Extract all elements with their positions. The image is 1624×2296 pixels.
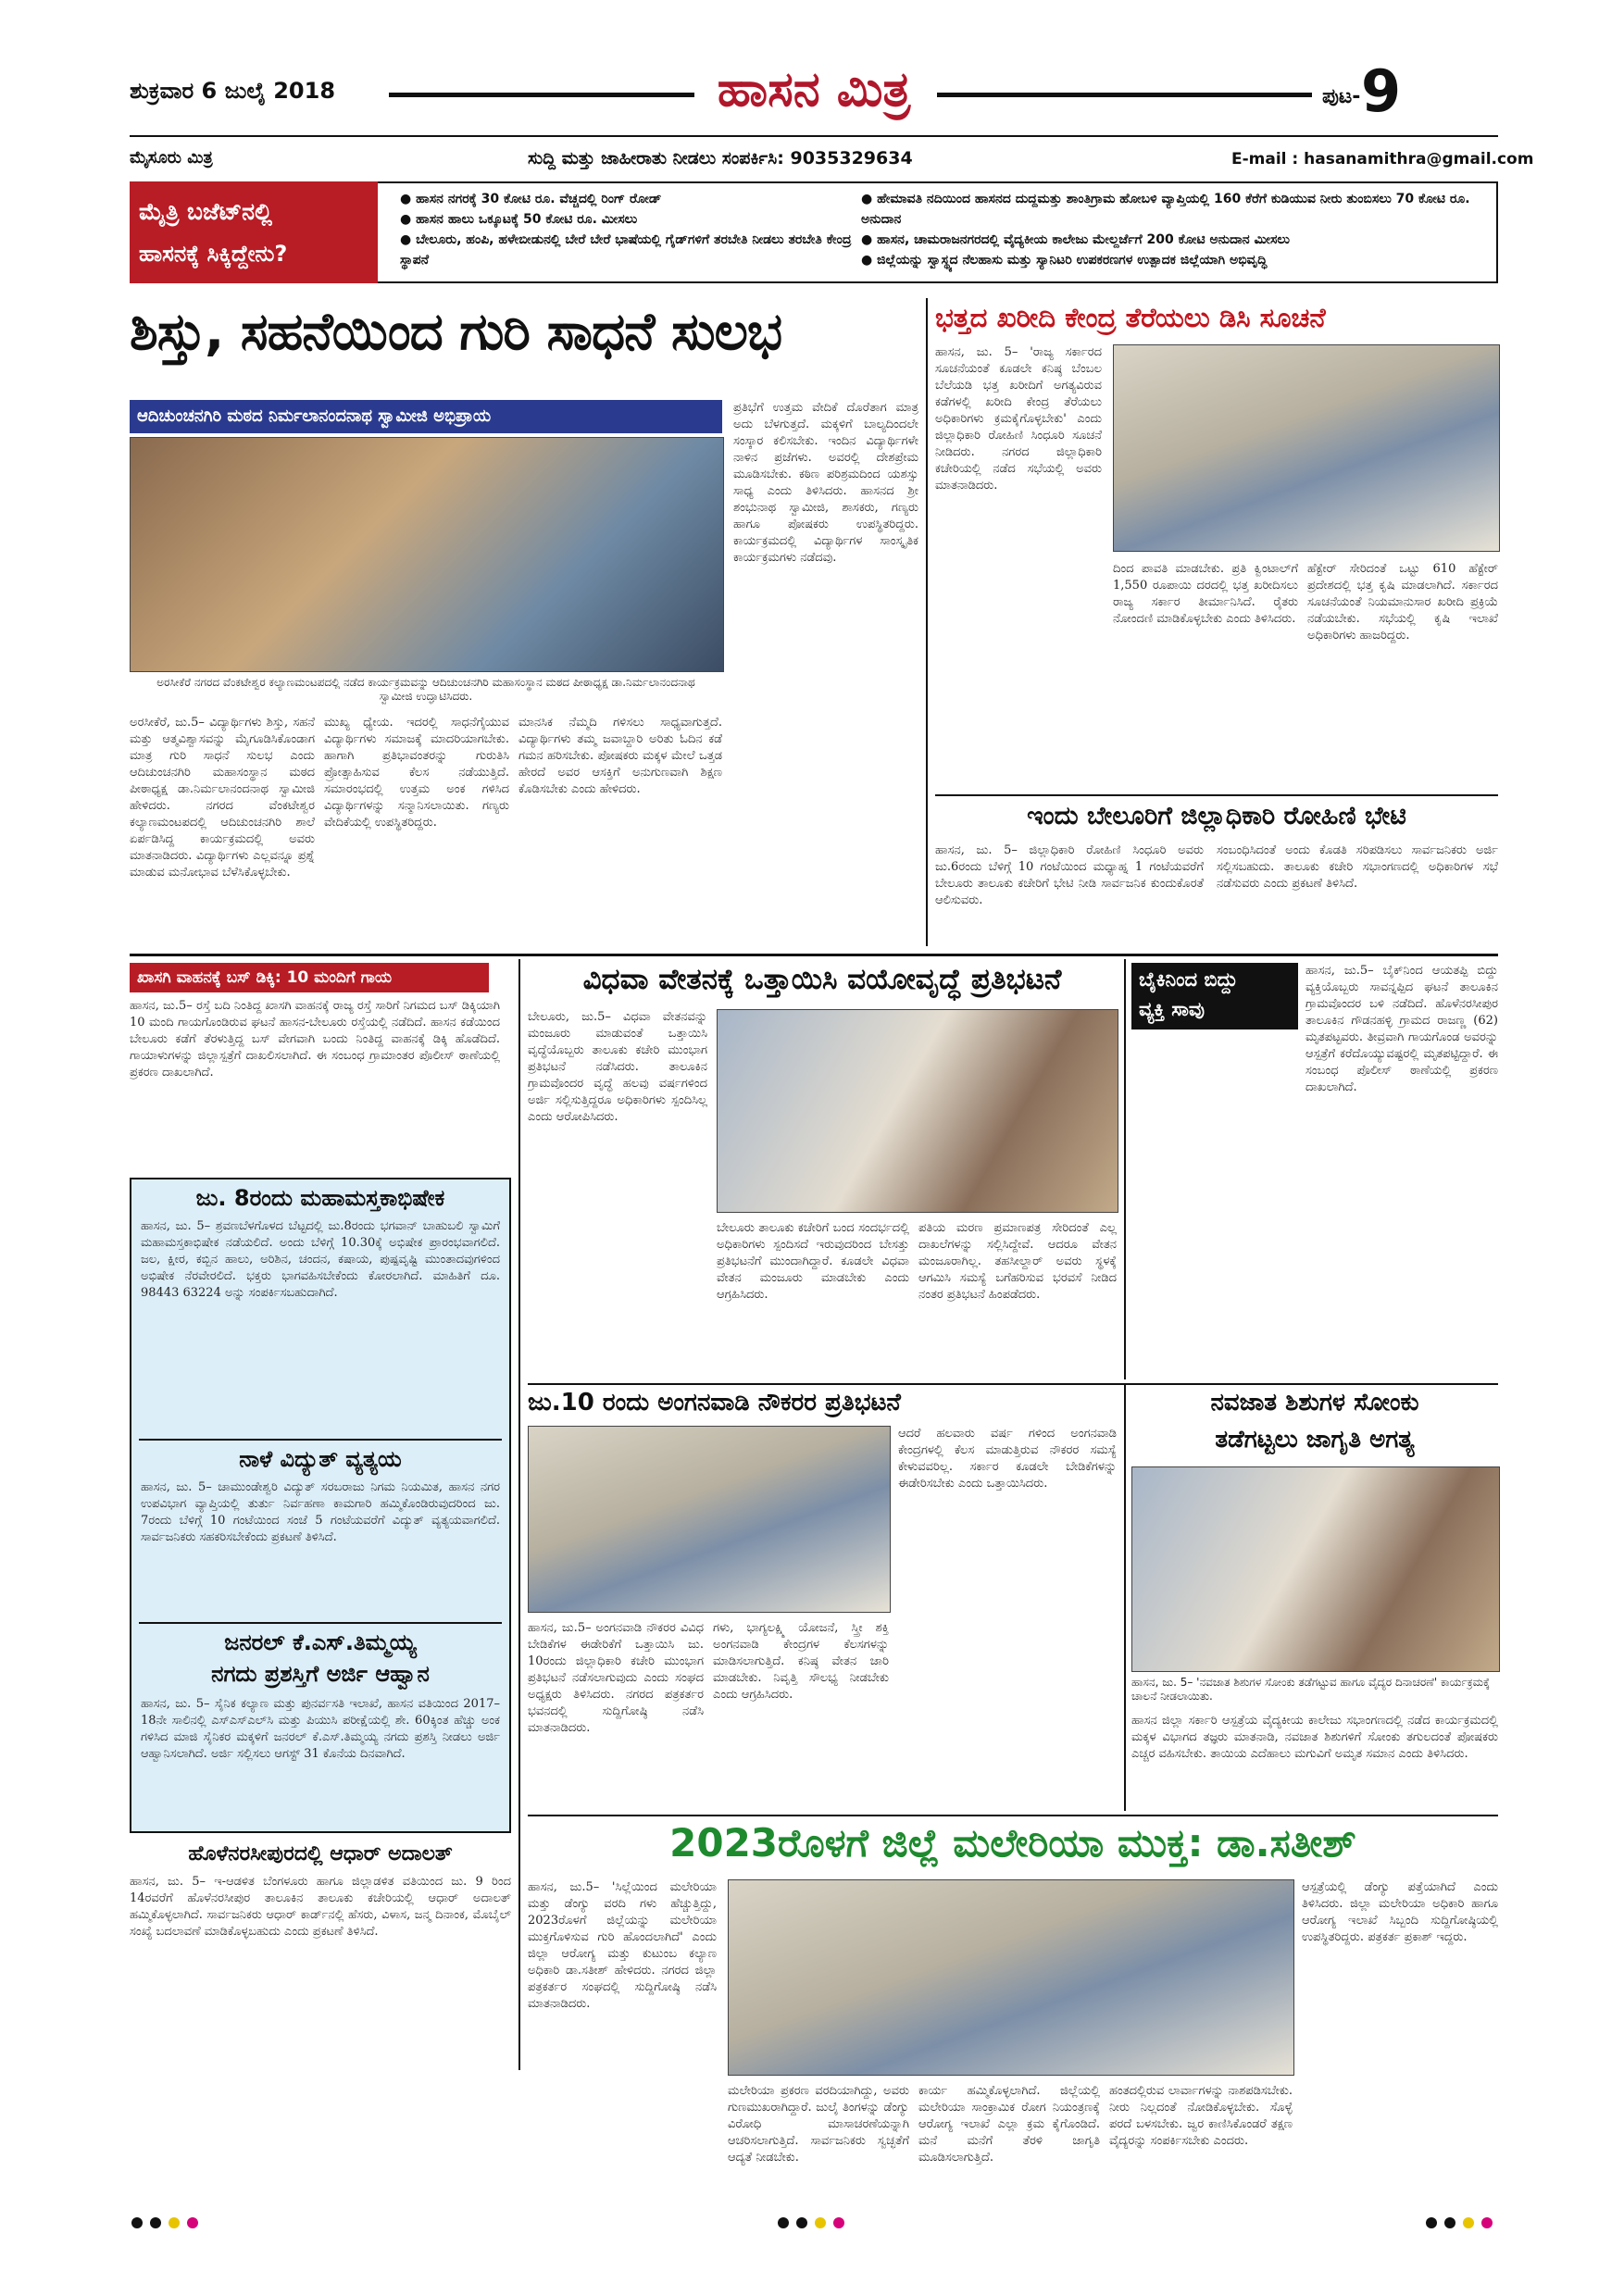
email-line: E-mail : hasanamithra@gmail.com — [1231, 150, 1534, 168]
malaria-col-4: ಹಂತದಲ್ಲಿರುವ ಲಾರ್ವಾಗಳನ್ನು ನಾಶಪಡಿಸಬೇಕು. ನೀರು ನಿಲ್ಲದಂತೆ ನೋಡಿಕೊಳ್ಳಬೇಕು. ಸೊಳ್ಳೆ ಪರದೆ ಬಳಸಬೇಕು. ಜ್ವರ ಕಾಣಿಸಿಕೊಂಡರೆ ತಕ್ಷಣ ವೈದ್ಯರನ್ನು ಸಂಪರ್ಕಿಸಬೇಕು ಎಂದರು. — [1109, 2084, 1293, 2148]
aadhaar-body: ಹಾಸನ, ಜು. 5– ಇ-ಆಡಳಿತ ಬೆಂಗಳೂರು ಹಾಗೂ ಜಿಲ್ಲಾಡಳಿತ ವತಿಯಿಂದ ಜು. 9 ರಿಂದ 14ರವರೆಗೆ ಹೊಳೆನರಸೀಪುರ ತಾಲೂಕಿನ ತಾಲೂಕು ಕಚೇರಿಯಲ್ಲಿ ಆಧಾರ್ ಅದಾಲತ್ ಹಮ್ಮಿಕೊಳ್ಳಲಾಗಿದೆ. ಸಾರ್ವಜನಿಕರು ಆಧಾರ್ ಕಾರ್ಡ್‌ನಲ್ಲಿ ಹೆಸರು, ವಿಳಾಸ, ಜನ್ಮ ದಿನಾಂಕ, ಮೊಬೈಲ್ ಸಂಖ್ಯೆ ಬದಲಾವಣೆ ಮಾಡಿಕೊಳ್ಳಬಹುದು ಎಂದು ಪ್ರಕಟಣೆ ತಿಳಿಸಿದೆ. — [130, 1875, 511, 1939]
main-subhead: ಆದಿಚುಂಚನಗಿರಿ ಮಠದ ನಿರ್ಮಲಾನಂದನಾಥ ಸ್ವಾಮೀಜಿ ಅಭಿಪ್ರಾಯ — [130, 400, 722, 433]
budget-title-line2: ಹಾಸನಕ್ಕೆ ಸಿಕ್ಕಿದ್ದೇನು? — [139, 241, 288, 267]
contact-line: ಸುದ್ದಿ ಮತ್ತು ಜಾಹೀರಾತು ನೀಡಲು ಸಂಪರ್ಕಿಸಿ: 9035329634 — [528, 148, 913, 168]
header-rule-right — [937, 93, 1312, 97]
budget-right-list — [861, 189, 1491, 270]
malaria-col-1: ಹಾಸನ, ಜು.5– 'ಸಿಲ್ಲೆಯಿಂದ ಮಲೇರಿಯಾ ಮತ್ತು ಡೆಂಗ್ಯು ವರದಿ ಗಳು ಹೆಚ್ಚುತ್ತಿದ್ದು, 2023ರೊಳಗೆ ಜಿಲ್ಲೆಯನ್ನು ಮಲೇರಿಯಾ ಮುಕ್ತಗೊಳಿಸುವ ಗುರಿ ಹೊಂದಲಾಗಿದೆ' ಎಂದು ಜಿಲ್ಲಾ ಆರೋಗ್ಯ ಮತ್ತು ಕುಟುಂಬ ಕಲ್ಯಾಣ ಅಧಿಕಾರಿ ಡಾ.ಸತೀಶ್ ಹೇಳಿದರು. ನಗರದ ಜಿಲ್ಲಾ ಪತ್ರಕರ್ತರ ಸಂಘದಲ್ಲಿ ಸುದ್ದಿಗೋಷ್ಠಿ ನಡೆಸಿ ಮಾತನಾಡಿದರು. — [528, 1880, 717, 2011]
malaria-headline: 2023ರೊಳಗೆ ಜಿಲ್ಲೆ ಮಲೇರಿಯಾ ಮುಕ್ತ: ಡಾ.ಸತೀಶ್ — [669, 1820, 1356, 1866]
bike-headline-2: ವ್ಯಕ್ತಿ ಸಾವು — [1139, 998, 1205, 1020]
bike-headline-1: ಬೈಕಿನಿಂದ ಬಿದ್ದು — [1139, 968, 1238, 991]
header-rule-left — [389, 93, 694, 97]
malaria-col-3: ಕಾರ್ಯ ಹಮ್ಮಿಕೊಳ್ಳಲಾಗಿದೆ. ಜಿಲ್ಲೆಯಲ್ಲಿ ಮಲೇರಿಯಾ ಸಾಂಕ್ರಾಮಿಕ ರೋಗ ನಿಯಂತ್ರಣಕ್ಕೆ ಆರೋಗ್ಯ ಇಲಾಖೆ ಎಲ್ಲಾ ಕ್ರಮ ಕೈಗೊಂಡಿದೆ. ಮನೆ ಮನೆಗೆ ತೆರಳಿ ಜಾಗೃತಿ ಮೂಡಿಸಲಾಗುತ್ತಿದೆ. — [918, 2084, 1100, 2165]
infant-headline-2: ತಡೆಗಟ್ಟಲು ಜಾಗೃತಿ ಅಗತ್ಯ — [1215, 1426, 1415, 1454]
edition-name: ಮೈಸೂರು ಮಿತ್ರ — [130, 148, 213, 168]
page-number: 9 — [1361, 57, 1402, 125]
thimmaiah-headline-2: ನಗದು ಪ್ರಶಸ್ತಿಗೆ ಅರ್ಜಿ ಆಹ್ವಾನ — [211, 1661, 430, 1687]
main-col-1: ಅರಸೀಕೆರೆ, ಜು.5– ವಿದ್ಯಾರ್ಥಿಗಳು ಶಿಸ್ತು, ಸಹನೆ ಮತ್ತು ಆತ್ಮವಿಶ್ವಾಸವನ್ನು ಮೈಗೂಡಿಸಿಕೊಂಡಾಗ ಮಾತ್ರ ಗುರಿ ಸಾಧನೆ ಸುಲಭ ಎಂದು ಆದಿಚುಂಚನಗಿರಿ ಮಹಾಸಂಸ್ಥಾನ ಮಠದ ಪೀಠಾಧ್ಯಕ್ಷ ಡಾ.ನಿರ್ಮಲಾನಂದನಾಥ ಸ್ವಾಮೀಜಿ ಹೇಳಿದರು. ನಗರದ ವೆಂಕಟೇಶ್ವರ ಕಲ್ಯಾಣಮಂಟಪದಲ್ಲಿ ಆದಿಚುಂಚನಗಿರಿ ಶಾಲೆ ಏರ್ಪಡಿಸಿದ್ದ ಕಾರ್ಯಕ್ರಮದಲ್ಲಿ ಅವರು ಮಾತನಾಡಿದರು. ವಿದ್ಯಾರ್ಥಿಗಳು ಎಲ್ಲವನ್ನೂ ಪ್ರಶ್ನೆ ಮಾಡುವ ಮನೋಭಾವ ಬೆಳೆಸಿಕೊಳ್ಳಬೇಕು. — [130, 716, 315, 880]
section-rule-2 — [528, 1383, 1498, 1385]
thimmaiah-headline-1: ಜನರಲ್ ಕೆ.ಎಸ್.ತಿಮ್ಮಯ್ಯ — [224, 1629, 417, 1655]
power-body: ಹಾಸನ, ಜು. 5– ಚಾಮುಂಡೇಶ್ವರಿ ವಿದ್ಯುತ್ ಸರಬರಾಜು ನಿಗಮ ನಿಯಮಿತ, ಹಾಸನ ನಗರ ಉಪವಿಭಾಗ ವ್ಯಾಪ್ತಿಯಲ್ಲಿ ತುರ್ತು ನಿರ್ವಹಣಾ ಕಾಮಗಾರಿ ಹಮ್ಮಿಕೊಂಡಿರುವುದರಿಂದ ಜು. 7ರಂದು ಬೆಳಿಗ್ಗೆ 10 ಗಂಟೆಯಿಂದ ಸಂಜೆ 5 ಗಂಟೆಯವರೆಗೆ ವಿದ್ಯುತ್ ವ್ಯತ್ಯಯವಾಗಲಿದೆ. ಸಾರ್ವಜನಿಕರು ಸಹಕರಿಸಬೇಕೆಂದು ಪ್ರಕಟಣೆ ತಿಳಿಸಿದೆ. — [141, 1480, 500, 1544]
main-col-4: ಪ್ರತಿಭೆಗೆ ಉತ್ತಮ ವೇದಿಕೆ ದೊರೆತಾಗ ಮಾತ್ರ ಅದು ಬೆಳಗುತ್ತದೆ. ಮಕ್ಕಳಿಗೆ ಬಾಲ್ಯದಿಂದಲೇ ಸಂಸ್ಕಾರ ಕಲಿಸಬೇಕು. ಇಂದಿನ ವಿದ್ಯಾರ್ಥಿಗಳೇ ನಾಳಿನ ಪ್ರಜೆಗಳು. ಅವರಲ್ಲಿ ದೇಶಪ್ರೇಮ ಮೂಡಿಸಬೇಕು. ಕಠಿಣ ಪರಿಶ್ರಮದಿಂದ ಯಶಸ್ಸು ಸಾಧ್ಯ ಎಂದು ತಿಳಿಸಿದರು. ಹಾಸನದ ಶ್ರೀ ಶಂಭುನಾಥ ಸ್ವಾಮೀಜಿ, ಶಾಸಕರು, ಗಣ್ಯರು ಹಾಗೂ ಪೋಷಕರು ಉಪಸ್ಥಿತರಿದ್ದರು. ಕಾರ್ಯಕ್ರಮದಲ್ಲಿ ವಿದ್ಯಾರ್ಥಿಗಳ ಸಾಂಸ್ಕೃತಿಕ ಕಾರ್ಯಕ್ರಮಗಳು ನಡೆದವು. — [733, 401, 918, 565]
main-photo-caption: ಅರಸೀಕೆರೆ ನಗರದ ವೆಂಕಟೇಶ್ವರ ಕಲ್ಯಾಣಮಂಟಪದಲ್ಲಿ ನಡೆದ ಕಾರ್ಯಕ್ರಮವನ್ನು ಆದಿಚುಂಚನಗಿರಿ ಮಹಾಸಂಸ್ಥಾನ ಮಠದ ಪೀಠಾಧ್ಯಕ್ಷ ಡಾ.ನಿರ್ಮಲಾನಂದನಾಥ ಸ್ವಾಮೀಜಿ ಉದ್ಘಾಟಿಸಿದರು. — [156, 676, 695, 703]
paddy-photo — [1113, 344, 1500, 552]
main-col-2: ಮುಖ್ಯ ಧ್ಯೇಯ. ಇದರಲ್ಲಿ ಸಾಧನೆಗೈಯುವ ವಿದ್ಯಾರ್ಥಿಗಳು ಸಮಾಜಕ್ಕೆ ಮಾದರಿಯಾಗಬೇಕು. ಹಾಗಾಗಿ ಪ್ರತಿಭಾವಂತರನ್ನು ಗುರುತಿಸಿ ಪ್ರೋತ್ಸಾಹಿಸುವ ಕೆಲಸ ನಡೆಯುತ್ತಿದೆ. ಸಮಾರಂಭದಲ್ಲಿ ಉತ್ತಮ ಅಂಕ ಗಳಿಸಿದ ವಿದ್ಯಾರ್ಥಿಗಳನ್ನು ಸನ್ಮಾನಿಸಲಾಯಿತು. ಗಣ್ಯರು ವೇದಿಕೆಯಲ್ಲಿ ಉಪಸ್ಥಿತರಿದ್ದರು. — [324, 716, 509, 830]
abhisheka-rule — [139, 1439, 502, 1441]
section-rule-1 — [130, 954, 1498, 956]
registration-marks-left — [131, 2215, 206, 2232]
budget-right-item: ● ಹಾಸನ, ಚಾಮರಾಜನಗರದಲ್ಲಿ ವೈದ್ಯಕೀಯ ಕಾಲೇಜು ಮೇಲ್ದರ್ಜೆಗೆ 200 ಕೋಟಿ ಅನುದಾನ ಮೀಸಲು — [861, 232, 1290, 247]
budget-right-item: ● ಹೇಮಾವತಿ ನದಿಯಿಂದ ಹಾಸನದ ದುದ್ದಮತ್ತು ಶಾಂತಿಗ್ರಾಮ ಹೋಬಳಿ ವ್ಯಾಪ್ತಿಯಲ್ಲಿ 160 ಕೆರೆಗೆ ಕುಡಿಯುವ ನೀರು ತುಂಬಿಸಲು 70 ಕೋಟಿ ರೂ. ಅನುದಾನ — [861, 192, 1470, 227]
page-label: ಪುಟ- — [1322, 85, 1361, 108]
power-headline: ನಾಳೆ ವಿದ್ಯುತ್ ವ್ಯತ್ಯಯ — [239, 1446, 402, 1472]
budget-left-item-text: ಹಾಸನ ಹಾಲು ಒಕ್ಕೂಟಕ್ಕೆ 50 ಕೋಟಿ ರೂ. ಮೀಸಲು — [416, 212, 638, 227]
masthead: ಹಾಸನ ಮಿತ್ರ — [717, 61, 911, 118]
main-col-3: ಮಾನಸಿಕ ನೆಮ್ಮದಿ ಗಳಿಸಲು ಸಾಧ್ಯವಾಗುತ್ತದೆ. ವಿದ್ಯಾರ್ಥಿಗಳು ತಮ್ಮ ಜವಾಬ್ದಾರಿ ಅರಿತು ಓದಿನ ಕಡೆ ಗಮನ ಹರಿಸಬೇಕು. ಪೋಷಕರು ಮಕ್ಕಳ ಮೇಲೆ ಒತ್ತಡ ಹೇರದೆ ಅವರ ಆಸಕ್ತಿಗೆ ಅನುಗುಣವಾಗಿ ಶಿಕ್ಷಣ ಕೊಡಿಸಬೇಕು ಎಂದು ಹೇಳಿದರು. — [518, 716, 722, 796]
power-rule — [139, 1622, 502, 1624]
header-thin-rule — [130, 135, 1498, 137]
budget-right-item-text: ಹಾಸನ, ಚಾಮರಾಜನಗರದಲ್ಲಿ ವೈದ್ಯಕೀಯ ಕಾಲೇಜು ಮೇಲ್ದರ್ಜೆಗೆ 200 ಕೋಟಿ ಅನುದಾನ ಮೀಸಲು — [877, 232, 1290, 247]
budget-title-line1: ಮೈತ್ರಿ ಬಜೆಟ್‌ನಲ್ಲಿ — [139, 198, 272, 225]
budget-left-item-text: ಬೇಲೂರು, ಹಂಪಿ, ಹಳೇಬೀಡುನಲ್ಲಿ ಬೇರೆ ಬೇರೆ ಭಾಷೆಯಲ್ಲಿ ಗೈಡ್‌ಗಳಿಗೆ ತರಬೇತಿ ನೀಡಲು ತರಬೇತಿ ಕೇಂದ್ರ ಸ್ಥಾಪನೆ — [400, 232, 852, 268]
registration-marks-right — [1426, 2215, 1500, 2232]
pension-headline: ವಿಧವಾ ವೇತನಕ್ಕೆ ಒತ್ತಾಯಿಸಿ ವಯೋವೃದ್ಧೆ ಪ್ರತಿಭಟನೆ — [582, 963, 1062, 996]
infant-headline-1: ನವಜಾತ ಶಿಶುಗಳ ಸೋಂಕು — [1210, 1389, 1419, 1416]
abhisheka-body: ಹಾಸನ, ಜು. 5– ಶ್ರವಣಬೆಳಗೊಳದ ಬೆಟ್ಟದಲ್ಲಿ ಜು.8ರಂದು ಭಗವಾನ್ ಬಾಹುಬಲಿ ಸ್ವಾಮಿಗೆ ಮಹಾಮಸ್ತಕಾಭಿಷೇಕ ನಡೆಯಲಿದೆ. ಅಂದು ಬೆಳಿಗ್ಗೆ 10.30ಕ್ಕೆ ಅಭಿಷೇಕ ಪ್ರಾರಂಭವಾಗಲಿದೆ. ಜಲ, ಕ್ಷೀರ, ಕಬ್ಬಿನ ಹಾಲು, ಅರಿಶಿನ, ಚಂದನ, ಕಷಾಯ, ಪುಷ್ಪವೃಷ್ಟಿ ಮುಂತಾದವುಗಳಿಂದ ಅಭಿಷೇಕ ನೆರವೇರಲಿದೆ. ಭಕ್ತರು ಭಾಗವಹಿಸಬೇಕೆಂದು ಕೋರಲಾಗಿದೆ. ಮಾಹಿತಿಗೆ ದೂ. 98443 63224 ಅನ್ನು ಸಂಪರ್ಕಿಸಬಹುದಾಗಿದೆ. — [141, 1219, 500, 1300]
main-headline: ಶಿಸ್ತು, ಸಹನೆಯಿಂದ ಗುರಿ ಸಾಧನೆ ಸುಲಭ — [130, 302, 782, 362]
budget-right-item: ● ಜಿಲ್ಲೆಯನ್ನು ಸ್ವಾಸ್ಥ್ಯದ ನೆಲಹಾಸು ಮತ್ತು ಸ್ಯಾನಿಟರಿ ಉಪಕರಣಗಳ ಉತ್ಪಾದಕ ಜಿಲ್ಲೆಯಾಗಿ ಅಭಿವೃದ್ಧಿ — [861, 253, 1268, 268]
paddy-col-2: ದಿಂದ ಪಾವತಿ ಮಾಡಬೇಕು. ಪ್ರತಿ ಕ್ವಿಂಟಾಲ್‌ಗೆ 1,550 ರೂಪಾಯಿ ದರದಲ್ಲಿ ಭತ್ತ ಖರೀದಿಸಲು ರಾಜ್ಯ ಸರ್ಕಾರ ತೀರ್ಮಾನಿಸಿದೆ. ರೈತರು ನೋಂದಣಿ ಮಾಡಿಕೊಳ್ಳಬೇಕು ಎಂದು ತಿಳಿಸಿದರು. — [1113, 562, 1298, 626]
pension-col-3: ಪತಿಯ ಮರಣ ಪ್ರಮಾಣಪತ್ರ ಸೇರಿದಂತೆ ಎಲ್ಲ ದಾಖಲೆಗಳನ್ನು ಸಲ್ಲಿಸಿದ್ದೇವೆ. ಆದರೂ ವೇತನ ಮಂಜೂರಾಗಿಲ್ಲ. ತಹಸೀಲ್ದಾರ್ ಅವರು ಸ್ಥಳಕ್ಕೆ ಆಗಮಿಸಿ ಸಮಸ್ಯೆ ಬಗೆಹರಿಸುವ ಭರವಸೆ ನೀಡಿದ ನಂತರ ಪ್ರತಿಭಟನೆ ಹಿಂಪಡೆದರು. — [918, 1221, 1117, 1302]
budget-left-item: ● ಹಾಸನ ಹಾಲು ಒಕ್ಕೂಟಕ್ಕೆ 50 ಕೋಟಿ ರೂ. ಮೀಸಲು — [400, 212, 638, 227]
section-rule-3 — [528, 1815, 1498, 1816]
belur-col-2: ಸಂಬಂಧಿಸಿದಂತೆ ಅಂದು ಕೊಡತಿ ಸರಿಪಡಿಸಲು ಸಾರ್ವಜನಿಕರು ಅರ್ಜಿ ಸಲ್ಲಿಸಬಹುದು. ತಾಲೂಕು ಕಚೇರಿ ಸಭಾಂಗಣದಲ್ಲಿ ಅಧಿಕಾರಿಗಳ ಸಭೆ ನಡೆಸುವರು ಎಂದು ಪ್ರಕಟಣೆ ತಿಳಿಸಿದೆ. — [1217, 843, 1498, 891]
bus-body: ಹಾಸನ, ಜು.5– ರಸ್ತೆ ಬದಿ ನಿಂತಿದ್ದ ಖಾಸಗಿ ವಾಹನಕ್ಕೆ ರಾಜ್ಯ ರಸ್ತೆ ಸಾರಿಗೆ ನಿಗಮದ ಬಸ್ ಡಿಕ್ಕಿಯಾಗಿ 10 ಮಂದಿ ಗಾಯಗೊಂಡಿರುವ ಘಟನೆ ಹಾಸನ-ಬೇಲೂರು ರಸ್ತೆಯಲ್ಲಿ ನಡೆದಿದೆ. ಹಾಸನ ಕಡೆಯಿಂದ ಬೇಲೂರು ಕಡೆಗೆ ತೆರಳುತ್ತಿದ್ದ ಬಸ್ ವೇಗವಾಗಿ ಬಂದು ನಿಂತಿದ್ದ ವಾಹನಕ್ಕೆ ಡಿಕ್ಕಿ ಹೊಡೆದಿದೆ. ಗಾಯಾಳುಗಳನ್ನು ಜಿಲ್ಲಾಸ್ಪತ್ರೆಗೆ ದಾಖಲಿಸಲಾಗಿದೆ. ಈ ಸಂಬಂಧ ಗ್ರಾಮಾಂತರ ಪೊಲೀಸ್ ಠಾಣೆಯಲ್ಲಿ ಪ್ರಕರಣ ದಾಖಲಾಗಿದೆ. — [130, 999, 500, 1079]
budget-right-item-text: ಜಿಲ್ಲೆಯನ್ನು ಸ್ವಾಸ್ಥ್ಯದ ನೆಲಹಾಸು ಮತ್ತು ಸ್ಯಾನಿಟರಿ ಉಪಕರಣಗಳ ಉತ್ಪಾದಕ ಜಿಲ್ಲೆಯಾಗಿ ಅಭಿವೃದ್ಧಿ — [877, 253, 1268, 268]
issue-date: ಶುಕ್ರವಾರ 6 ಜುಲೈ 2018 — [130, 78, 336, 104]
budget-left-item: ● ಹಾಸನ ನಗರಕ್ಕೆ 30 ಕೋಟಿ ರೂ. ವೆಚ್ಚದಲ್ಲಿ ರಿಂಗ್ ರೋಡ್ — [400, 192, 662, 206]
anganwadi-col-2: ಗಳು, ಭಾಗ್ಯಲಕ್ಷ್ಮಿ ಯೋಜನೆ, ಸ್ತ್ರೀ ಶಕ್ತಿ ಅಂಗನವಾಡಿ ಕೇಂದ್ರಗಳ ಕೆಲಸಗಳನ್ನು ಮಾಡಿಸಲಾಗುತ್ತಿದೆ. ಕನಿಷ್ಠ ವೇತನ ಜಾರಿ ಮಾಡಬೇಕು. ನಿವೃತ್ತಿ ಸೌಲಭ್ಯ ನೀಡಬೇಕು ಎಂದು ಆಗ್ರಹಿಸಿದರು. — [713, 1621, 889, 1702]
budget-left-list — [400, 189, 854, 270]
aadhaar-headline: ಹೊಳೆನರಸೀಪುರದಲ್ಲಿ ಆಧಾರ್ ಅದಾಲತ್ — [188, 1842, 453, 1866]
paddy-col-1: ಹಾಸನ, ಜು. 5– 'ರಾಜ್ಯ ಸರ್ಕಾರದ ಸೂಚನೆಯಂತೆ ಕೂಡಲೇ ಕನಿಷ್ಠ ಬೆಂಬಲ ಬೆಲೆಯಡಿ ಭತ್ತ ಖರೀದಿಗೆ ಅಗತ್ಯವಿರುವ ಕಡೆಗಳಲ್ಲಿ ಖರೀದಿ ಕೇಂದ್ರ ತೆರೆಯಲು ಅಧಿಕಾರಿಗಳು ಕ್ರಮಕೈಗೊಳ್ಳಬೇಕು' ಎಂದು ಜಿಲ್ಲಾಧಿಕಾರಿ ರೋಹಿಣಿ ಸಿಂಧೂರಿ ಸೂಚನೆ ನೀಡಿದರು. ನಗರದ ಜಿಲ್ಲಾಧಿಕಾರಿ ಕಚೇರಿಯಲ್ಲಿ ನಡೆದ ಸಭೆಯಲ್ಲಿ ಅವರು ಮಾತನಾಡಿದರು. — [935, 345, 1102, 493]
budget-right-item-text: ಹೇಮಾವತಿ ನದಿಯಿಂದ ಹಾಸನದ ದುದ್ದಮತ್ತು ಶಾಂತಿಗ್ರಾಮ ಹೋಬಳಿ ವ್ಯಾಪ್ತಿಯಲ್ಲಿ 160 ಕೆರೆಗೆ ಕುಡಿಯುವ ನೀರು ತುಂಬಿಸಲು 70 ಕೋಟಿ ರೂ. ಅನುದಾನ — [861, 192, 1470, 227]
budget-left-item: ● ಬೇಲೂರು, ಹಂಪಿ, ಹಳೇಬೀಡುನಲ್ಲಿ ಬೇರೆ ಬೇರೆ ಭಾಷೆಯಲ್ಲಿ ಗೈಡ್‌ಗಳಿಗೆ ತರಬೇತಿ ನೀಡಲು ತರಬೇತಿ ಕೇಂದ್ರ ಸ್ಥಾಪನೆ — [400, 232, 852, 268]
budget-left-item-text: ಹಾಸನ ನಗರಕ್ಕೆ 30 ಕೋಟಿ ರೂ. ವೆಚ್ಚದಲ್ಲಿ ರಿಂಗ್ ರೋಡ್ — [416, 192, 662, 206]
infant-body: ಹಾಸನ ಜಿಲ್ಲಾ ಸರ್ಕಾರಿ ಆಸ್ಪತ್ರೆಯ ವೈದ್ಯಕೀಯ ಕಾಲೇಜು ಸಭಾಂಗಣದಲ್ಲಿ ನಡೆದ ಕಾರ್ಯಕ್ರಮದಲ್ಲಿ ಮಕ್ಕಳ ವಿಭಾಗದ ತಜ್ಞರು ಮಾತನಾಡಿ, ನವಜಾತ ಶಿಶುಗಳಿಗೆ ಸೋಂಕು ತಗುಲದಂತೆ ಪೋಷಕರು ಎಚ್ಚರ ವಹಿಸಬೇಕು. ತಾಯಿಯ ಎದೆಹಾಲು ಮಗುವಿಗೆ ಅಮೃತ ಸಮಾನ ಎಂದು ತಿಳಿಸಿದರು. — [1131, 1714, 1498, 1761]
infant-caption: ಹಾಸನ, ಜು. 5– 'ನವಜಾತ ಶಿಶುಗಳ ಸೋಂಕು ತಡೆಗಟ್ಟುವ ಹಾಗೂ ವೈದ್ಯರ ದಿನಾಚರಣೆ' ಕಾರ್ಯಕ್ರಮಕ್ಕೆ ಚಾಲನೆ ನೀಡಲಾಯಿತು. — [1131, 1676, 1491, 1703]
anganwadi-right-divider — [1124, 1385, 1126, 1811]
left-col-divider — [518, 959, 520, 2070]
bike-body: ಹಾಸನ, ಜು.5– ಬೈಕ್‌ನಿಂದ ಆಯತಪ್ಪಿ ಬಿದ್ದು ವ್ಯಕ್ತಿಯೊಬ್ಬರು ಸಾವನ್ನಪ್ಪಿದ ಘಟನೆ ತಾಲೂಕಿನ ಗ್ರಾಮವೊಂದರ ಬಳಿ ನಡೆದಿದೆ. ಹೊಳೆನರಸೀಪುರ ತಾಲೂಕಿನ ಗೌಡನಹಳ್ಳಿ ಗ್ರಾಮದ ರಾಜಣ್ಣ (62) ಮೃತಪಟ್ಟವರು. ತೀವ್ರವಾಗಿ ಗಾಯಗೊಂಡ ಅವರನ್ನು ಆಸ್ಪತ್ರೆಗೆ ಕರೆದೊಯ್ಯುವಷ್ಟರಲ್ಲಿ ಮೃತಪಟ್ಟಿದ್ದಾರೆ. ಈ ಸಂಬಂಧ ಪೊಲೀಸ್ ಠಾಣೆಯಲ್ಲಿ ಪ್ರಕರಣ ದಾಖಲಾಗಿದೆ. — [1305, 964, 1498, 1094]
anganwadi-photo — [528, 1426, 891, 1613]
belur-headline: ಇಂದು ಬೇಲೂರಿಗೆ ಜಿಲ್ಲಾಧಿಕಾರಿ ರೋಹಿಣಿ ಭೇಟಿ — [1027, 802, 1406, 830]
belur-col-1: ಹಾಸನ, ಜು. 5– ಜಿಲ್ಲಾಧಿಕಾರಿ ರೋಹಿಣಿ ಸಿಂಧೂರಿ ಅವರು ಜು.6ರಂದು ಬೆಳಿಗ್ಗೆ 10 ಗಂಟೆಯಿಂದ ಮಧ್ಯಾಹ್ನ 1 ಗಂಟೆಯವರೆಗೆ ಬೇಲೂರು ತಾಲೂಕು ಕಚೇರಿಗೆ ಭೇಟಿ ನೀಡಿ ಸಾರ್ವಜನಿಕ ಕುಂದುಕೊರತೆ ಆಲಿಸುವರು. — [935, 843, 1204, 907]
anganwadi-headline: ಜು.10 ರಂದು ಅಂಗನವಾಡಿ ನೌಕರರ ಪ್ರತಿಭಟನೆ — [528, 1389, 901, 1416]
thimmaiah-body: ಹಾಸನ, ಜು. 5– ಸೈನಿಕ ಕಲ್ಯಾಣ ಮತ್ತು ಪುನರ್ವಸತಿ ಇಲಾಖೆ, ಹಾಸನ ವತಿಯಿಂದ 2017–18ನೇ ಸಾಲಿನಲ್ಲಿ ಎಸ್‌ಎಸ್‌ಎಲ್‌ಸಿ ಮತ್ತು ಪಿಯುಸಿ ಪರೀಕ್ಷೆಯಲ್ಲಿ ಶೇ. 60ಕ್ಕಿಂತ ಹೆಚ್ಚು ಅಂಕ ಗಳಿಸಿದ ಮಾಜಿ ಸೈನಿಕರ ಮಕ್ಕಳಿಗೆ ಜನರಲ್ ಕೆ.ಎಸ್.ತಿಮ್ಮಯ್ಯ ನಗದು ಪ್ರಶಸ್ತಿ ನೀಡಲು ಅರ್ಜಿ ಆಹ್ವಾನಿಸಲಾಗಿದೆ. ಅರ್ಜಿ ಸಲ್ಲಿಸಲು ಆಗಸ್ಟ್ 31 ಕೊನೆಯ ದಿನವಾಗಿದೆ. — [141, 1697, 500, 1761]
malaria-photo — [728, 1879, 1294, 2076]
main-photo — [130, 437, 724, 672]
pension-col-2: ಬೇಲೂರು ತಾಲೂಕು ಕಚೇರಿಗೆ ಬಂದ ಸಂದರ್ಭದಲ್ಲಿ ಅಧಿಕಾರಿಗಳು ಸ್ಪಂದಿಸದೆ ಇರುವುದರಿಂದ ಬೇಸತ್ತು ಪ್ರತಿಭಟನೆಗೆ ಮುಂದಾಗಿದ್ದಾರೆ. ಕೂಡಲೇ ವಿಧವಾ ವೇತನ ಮಂಜೂರು ಮಾಡಬೇಕು ಎಂದು ಆಗ್ರಹಿಸಿದರು. — [717, 1221, 909, 1302]
infant-photo — [1131, 1466, 1500, 1672]
paddy-headline: ಭತ್ತದ ಖರೀದಿ ಕೇಂದ್ರ ತೆರೆಯಲು ಡಿಸಿ ಸೂಚನೆ — [935, 302, 1326, 333]
budget-title-box — [130, 181, 378, 283]
malaria-col-2: ಮಲೇರಿಯಾ ಪ್ರಕರಣ ವರದಿಯಾಗಿದ್ದು, ಅವರು ಗುಣಮುಖರಾಗಿದ್ದಾರೆ. ಜುಲೈ ತಿಂಗಳನ್ನು ಡೆಂಗ್ಯು ವಿರೋಧಿ ಮಾಸಾಚರಣೆಯನ್ನಾಗಿ ಆಚರಿಸಲಾಗುತ್ತಿದೆ. ಸಾರ್ವಜನಿಕರು ಸ್ವಚ್ಛತೆಗೆ ಆದ್ಯತೆ ನೀಡಬೇಕು. — [728, 2084, 909, 2165]
bus-headline: ಖಾಸಗಿ ವಾಹನಕ್ಕೆ ಬಸ್ ಡಿಕ್ಕಿ: 10 ಮಂದಿಗೆ ಗಾಯ — [130, 963, 489, 992]
registration-marks-center — [778, 2215, 852, 2232]
pension-col-1: ಬೇಲೂರು, ಜು.5– ವಿಧವಾ ವೇತನವನ್ನು ಮಂಜೂರು ಮಾಡುವಂತೆ ಒತ್ತಾಯಿಸಿ ವೃದ್ಧೆಯೊಬ್ಬರು ತಾಲೂಕು ಕಚೇರಿ ಮುಂಭಾಗ ಪ್ರತಿಭಟನೆ ನಡೆಸಿದರು. ತಾಲೂಕಿನ ಗ್ರಾಮವೊಂದರ ವೃದ್ಧೆ ಹಲವು ವರ್ಷಗಳಿಂದ ಅರ್ಜಿ ಸಲ್ಲಿಸುತ್ತಿದ್ದರೂ ಅಧಿಕಾರಿಗಳು ಸ್ಪಂದಿಸಿಲ್ಲ ಎಂದು ಆರೋಪಿಸಿದರು. — [528, 1010, 707, 1124]
paddy-col-3: ಹೆಕ್ಟೇರ್ ಸೇರಿದಂತೆ ಒಟ್ಟು 610 ಹೆಕ್ಟೇರ್ ಪ್ರದೇಶದಲ್ಲಿ ಭತ್ತ ಕೃಷಿ ಮಾಡಲಾಗಿದೆ. ಸರ್ಕಾರದ ಸೂಚನೆಯಂತೆ ನಿಯಮಾನುಸಾರ ಖರೀದಿ ಪ್ರಕ್ರಿಯೆ ನಡೆಯಬೇಕು. ಸಭೆಯಲ್ಲಿ ಕೃಷಿ ಇಲಾಖೆ ಅಧಿಕಾರಿಗಳು ಹಾಜರಿದ್ದರು. — [1307, 562, 1498, 643]
anganwadi-col-1: ಹಾಸನ, ಜು.5– ಅಂಗನವಾಡಿ ನೌಕರರ ವಿವಿಧ ಬೇಡಿಕೆಗಳ ಈಡೇರಿಕೆಗೆ ಒತ್ತಾಯಿಸಿ ಜು. 10ರಂದು ಜಿಲ್ಲಾಧಿಕಾರಿ ಕಚೇರಿ ಮುಂಭಾಗ ಪ್ರತಿಭಟನೆ ನಡೆಸಲಾಗುವುದು ಎಂದು ಸಂಘದ ಅಧ್ಯಕ್ಷರು ತಿಳಿಸಿದರು. ನಗರದ ಪತ್ರಕರ್ತರ ಭವನದಲ್ಲಿ ಸುದ್ದಿಗೋಷ್ಠಿ ನಡೆಸಿ ಮಾತನಾಡಿದರು. — [528, 1621, 704, 1735]
abhisheka-headline: ಜು. 8ರಂದು ಮಹಾಮಸ್ತಕಾಭಿಷೇಕ — [195, 1185, 445, 1211]
main-right-divider — [926, 298, 928, 946]
malaria-col-5: ಆಸ್ಪತ್ರೆಯಲ್ಲಿ ಡೆಂಗ್ಯು ಪತ್ತೆಯಾಗಿದೆ ಎಂದು ತಿಳಿಸಿದರು. ಜಿಲ್ಲಾ ಮಲೇರಿಯಾ ಅಧಿಕಾರಿ ಹಾಗೂ ಆರೋಗ್ಯ ಇಲಾಖೆ ಸಿಬ್ಬಂದಿ ಸುದ್ದಿಗೋಷ್ಠಿಯಲ್ಲಿ ಉಪಸ್ಥಿತರಿದ್ದರು. ಪತ್ರಕರ್ತ ಪ್ರಕಾಶ್ ಇದ್ದರು. — [1302, 1880, 1498, 1944]
pension-right-divider — [1124, 959, 1126, 1379]
belur-top-rule — [935, 794, 1498, 796]
pension-photo — [717, 1009, 1118, 1213]
anganwadi-col-3: ಆದರೆ ಹಲವಾರು ವರ್ಷ ಗಳಿಂದ ಅಂಗನವಾಡಿ ಕೇಂದ್ರಗಳಲ್ಲಿ ಕೆಲಸ ಮಾಡುತ್ತಿರುವ ನೌಕರರ ಸಮಸ್ಯೆ ಕೇಳುವವರಿಲ್ಲ. ಸರ್ಕಾರ ಕೂಡಲೇ ಬೇಡಿಕೆಗಳನ್ನು ಈಡೇರಿಸಬೇಕು ಎಂದು ಒತ್ತಾಯಿಸಿದರು. — [898, 1427, 1117, 1491]
